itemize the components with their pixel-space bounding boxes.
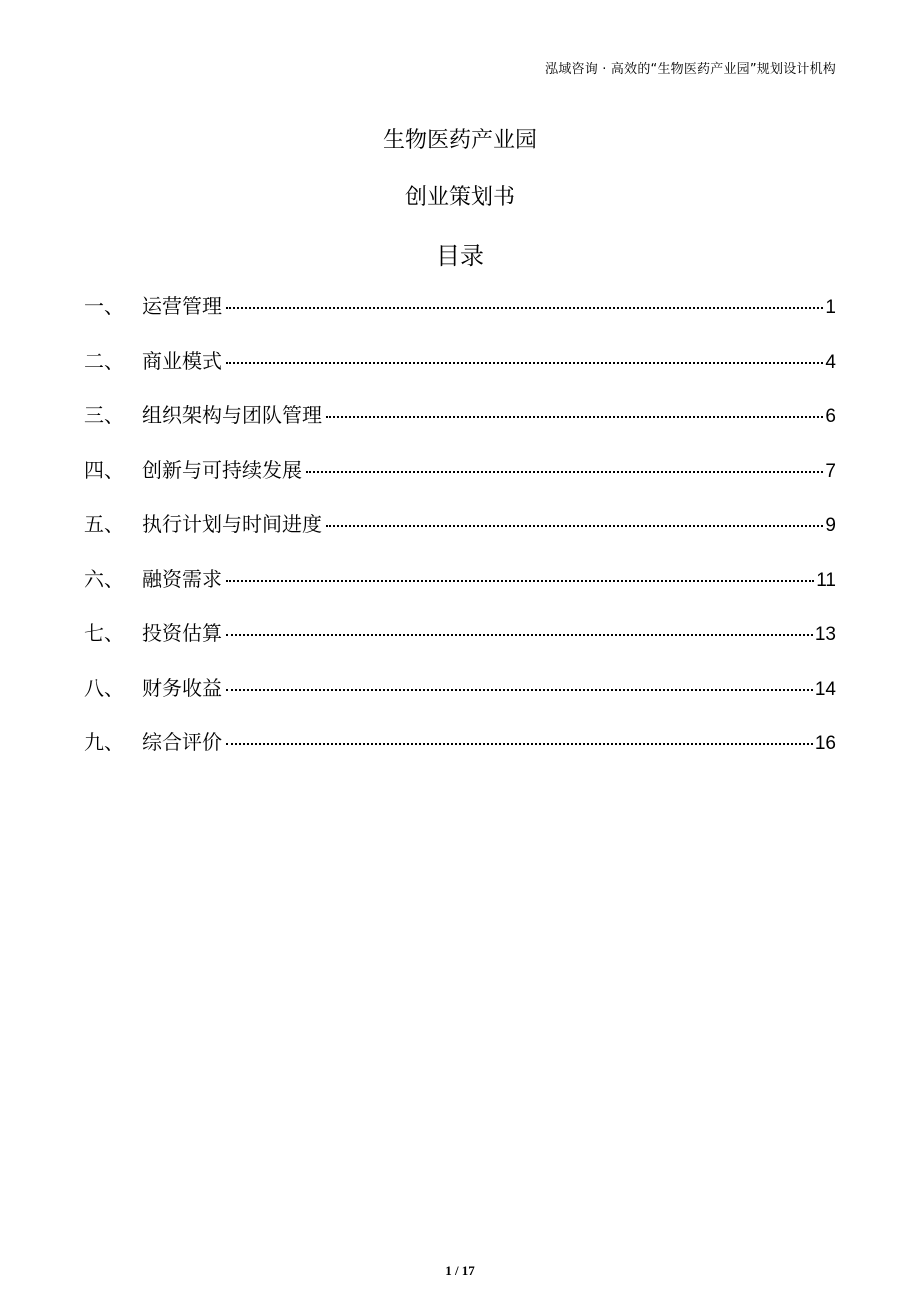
document-title: 生物医药产业园	[382, 128, 537, 153]
toc-entry[interactable]	[84, 345, 836, 400]
toc-entry[interactable]	[84, 726, 836, 781]
toc-dot-leader	[226, 362, 823, 364]
toc-entry-number: 九、	[84, 730, 124, 754]
toc-entry[interactable]	[84, 454, 836, 509]
toc-entry-title[interactable]: 创新与可持续发展	[142, 457, 302, 482]
toc-dot-leader	[226, 580, 814, 582]
toc-entry[interactable]	[84, 399, 836, 454]
toc-dot-leader	[226, 307, 823, 309]
toc-entry[interactable]	[84, 508, 836, 563]
toc-dot-leader	[226, 689, 813, 691]
toc-entry-title[interactable]: 运营管理	[142, 294, 222, 318]
page-indicator: 1 / 17	[445, 1263, 475, 1278]
toc-entry-number: 三、	[84, 403, 124, 427]
toc-entry-title[interactable]: 融资需求	[142, 566, 222, 591]
toc-entry-title[interactable]: 综合评价	[142, 730, 222, 754]
toc-entry-page[interactable]: 9	[825, 515, 836, 536]
toc-entry-title[interactable]: 执行计划与时间进度	[142, 512, 322, 536]
toc-entry-page[interactable]: 1	[825, 297, 836, 318]
toc-dot-leader	[326, 525, 823, 527]
toc-entry-page[interactable]: 7	[825, 460, 836, 482]
toc-entry-title[interactable]: 财务收益	[142, 675, 222, 700]
toc-entry-title[interactable]: 投资估算	[142, 621, 222, 645]
toc-dot-leader	[306, 471, 823, 473]
toc-entry-page[interactable]: 11	[816, 569, 836, 591]
toc-entry-page[interactable]: 13	[814, 624, 836, 645]
toc-dot-leader	[326, 416, 823, 418]
toc-dot-leader	[226, 634, 813, 636]
toc-entry[interactable]	[84, 617, 836, 672]
toc-entry-title[interactable]: 商业模式	[142, 348, 222, 373]
toc-entry-number: 五、	[84, 512, 124, 536]
toc-entry-page[interactable]: 14	[814, 678, 836, 700]
toc-dot-leader	[226, 743, 813, 745]
toc-entry-page[interactable]: 6	[825, 406, 836, 427]
toc-heading: 目录	[436, 242, 484, 270]
toc-entry[interactable]	[84, 563, 836, 618]
toc-entry-number: 六、	[84, 566, 124, 591]
toc-entry-number: 二、	[84, 348, 124, 373]
toc-entry[interactable]	[84, 672, 836, 727]
toc-entry-number: 一、	[84, 294, 124, 318]
toc-entry-page[interactable]: 16	[814, 733, 836, 754]
toc-entry-title[interactable]: 组织架构与团队管理	[142, 403, 322, 427]
toc-entry-number: 四、	[84, 457, 124, 482]
toc-entry-number: 七、	[84, 621, 124, 645]
toc-entry[interactable]	[84, 290, 836, 345]
toc-entry-number: 八、	[84, 675, 124, 700]
running-header: 泓域咨询 · 高效的“生物医药产业园”规划设计机构	[545, 62, 836, 77]
table-of-contents	[84, 290, 836, 781]
toc-entry-page[interactable]: 4	[825, 351, 836, 373]
document-subtitle: 创业策划书	[404, 185, 515, 210]
